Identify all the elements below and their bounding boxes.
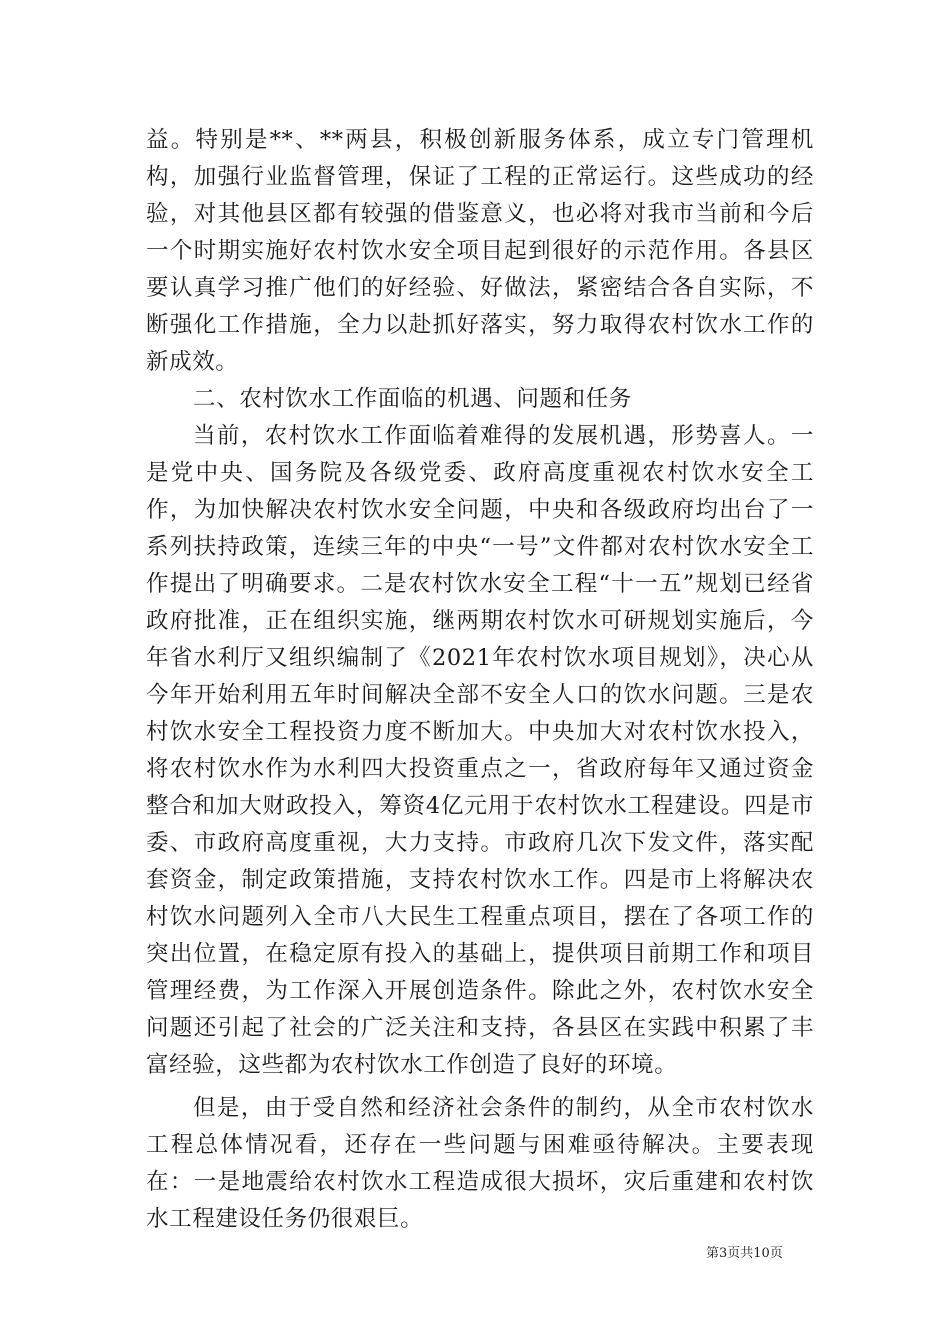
document-body bbox=[146, 122, 814, 1238]
page-number: 第3页共10页 bbox=[706, 1246, 783, 1261]
paragraph-opportunities: 当前，农村饮水工作面临着难得的发展机遇，形势喜人。一是党中央、国务院及各级党委、政府高度重视农村饮水安全工作，为加快解决农村饮水安全问题，中央和各级政府均出台了一系列扶持政策，连续三年的中央“一号”文件都对农村饮水安全工作提出了明确要求。二是农村饮水安全工程“十一五”规划已经省政府批准，正在组织实施，继两期农村饮水可研规划实施后，今年省水利厅又组织编制了《2021年农村饮水项目规划》，决心从今年开始利用五年时间解决全部不安全人口的饮水问题。三是农村饮水安全工程投资力度不断加大。中央加大对农村饮水投入，将农村饮水作为水利四大投资重点之一，省政府每年又通过资金整合和加大财政投入，筹资4亿元用于农村饮水工程建设。四是市委、市政府高度重视，大力支持。市政府几次下发文件，落实配套资金，制定政策措施，支持农村饮水工作。四是市上将解决农村饮水问题列入全市八大民生工程重点项目，摆在了各项工作的突出位置，在稳定原有投入的基础上，提供项目前期工作和项目管理经费，为工作深入开展创造条件。除此之外，农村饮水安全问题还引起了社会的广泛关注和支持，各县区在实践中积累了丰富经验，这些都为农村饮水工作创造了良好的环境。 bbox=[146, 423, 814, 1078]
paragraph-problems: 但是，由于受自然和经济社会条件的制约，从全市农村饮水工程总体情况看，还存在一些问题与困难亟待解决。主要表现在：一是地震给农村饮水工程造成很大损坏，灾后重建和农村饮水工程建设任务仍很艰巨。 bbox=[146, 1095, 814, 1232]
section-heading: 二、农村饮水工作面临的机遇、问题和任务 bbox=[193, 386, 632, 412]
paragraph-continuation: 益。特别是**、**两县，积极创新服务体系，成立专门管理机构，加强行业监督管理，保证了工程的正常运行。这些成功的经验，对其他县区都有较强的借鉴意义，也必将对我市当前和今后一个时期实施好农村饮水安全项目起到很好的示范作用。各县区要认真学习推广他们的好经验、好做法，紧密结合各自实际，不断强化工作措施，全力以赴抓好落实，努力取得农村饮水工作的新成效。 bbox=[146, 127, 814, 375]
